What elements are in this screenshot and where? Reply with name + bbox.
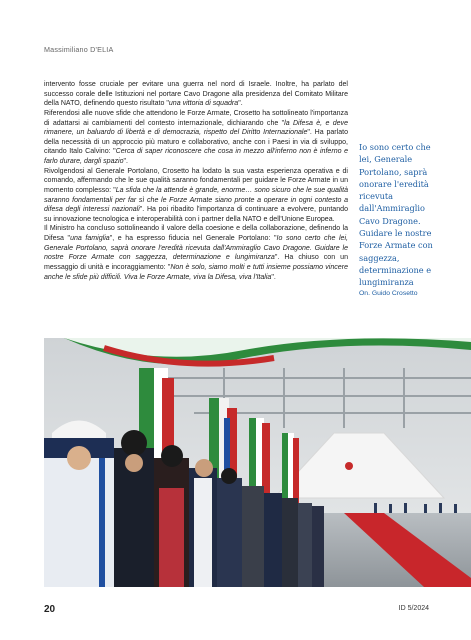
pull-quote: Io sono certo che lei, Generale Portolano, saprà onorare l'eredità ricevuta dall'Ammiraglio Cavo Dragone. Guidare le nostre Forze Armate con saggezza, determinazione e lungimiranza	[359, 142, 433, 288]
article-body	[44, 80, 348, 282]
issue-label: ID 5/2024	[398, 605, 429, 612]
paragraph: Rivolgendosi al Generale Portolano, Crosetto ha lodato la sua vasta esperienza operativa e di comando, affermando che le sue qualità saranno fondamentali per guidare le Forze Armate in un momento complesso: "La sfida che la attende è grande, enorme… sono sicuro che le sue qualità saranno fondamentali per far sì che le Forze Armate siano pronte a operare in ogni contesto a difesa degli interessi nazionali". Ha poi ribadito l'importanza di continuare a evolvere, puntando su innovazione tecnologica e interoperabilità con i partner della NATO e dell'Unione Europea.	[44, 167, 348, 223]
paragraph: Riferendosi alle nuove sfide che attendono le Forze Armate, Crosetto ha sottolineato l'importanza di adattarsi ai cambiamenti del contesto internazionale, dichiarando che "la Difesa è, e deve rimanere, un baluardo di libertà e di democrazia, rispetto del Diritto Internazionale". Ha parlato della necessità di un approccio più maturo e collaborativo, anche con i Paesi in via di sviluppo, citando Italo Calvino: "Cerca di saper riconoscere che cosa in mezzo all'inferno non è inferno e farlo durare, dargli spazio".	[44, 109, 348, 165]
author-name: Massimiliano D'ELIA	[44, 45, 114, 54]
ceremony-photo	[44, 338, 471, 587]
paragraph: intervento fosse cruciale per evitare una guerra nel nord di Israele. Inoltre, ha parlato del successo corale delle Istituzioni nel portare Cavo Dragone alla presidenza del Comitato Militare della NATO, definendo questo risultato "una vittoria di squadra".	[44, 81, 348, 108]
pull-quote-attribution: On. Guido Crosetto	[359, 290, 418, 297]
ceremony-photo-illustration	[44, 338, 471, 587]
paragraph: Il Ministro ha concluso sottolineando il valore della coesione e della collaborazione, definendo la Difesa "una famiglia", e ha espresso fiducia nel Generale Portolano: "Io sono certo che lei, Generale Portolano, saprà onorare l'eredità ricevuta dall'Ammiraglio Cavo Dragone. Guidare le nostre Forze Armate con saggezza, determinazione e lungimiranza". Ha chiuso con un messaggio di unità e incoraggiamento: "Non è solo, siamo molti e tutti insieme possiamo vincere anche le sfide più difficili. Viva le Forze Armate, viva la Difesa, viva l'Italia".	[44, 225, 348, 281]
page-number: 20	[44, 604, 56, 615]
